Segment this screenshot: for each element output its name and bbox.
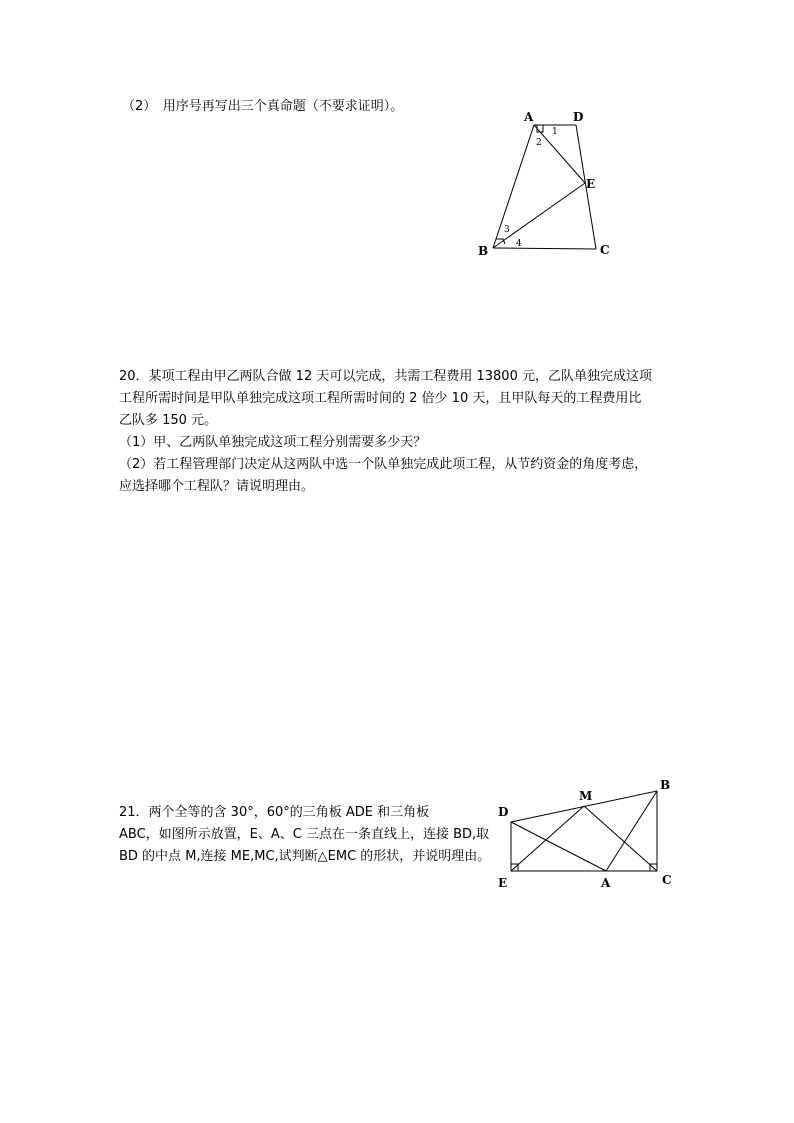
label-a: A [601, 876, 611, 890]
label-e: E [586, 177, 596, 191]
label-d: D [573, 110, 584, 124]
label-c: C [600, 243, 610, 257]
question-21-line: BD 的中点 M,连接 ME,MC,试判断△EMC 的形状，并说明理由。 [119, 849, 491, 864]
question-21-line: 21．两个全等的含 30°，60°的三角板 ADE 和三角板 [119, 805, 430, 820]
label-b: B [660, 778, 671, 792]
question-21-line: ABC，如图所示放置，E、A、C 三点在一条直线上，连接 BD,取 [119, 827, 490, 842]
label-e: E [498, 876, 508, 890]
label-m: M [579, 789, 593, 803]
angle-4-label: 4 [516, 239, 522, 249]
question-20-line: 20．某项工程由甲乙两队合做 12 天可以完成，共需工程费用 13800 元，乙队单独完成这项 [119, 369, 652, 384]
label-c: C [662, 873, 672, 887]
label-d: D [498, 805, 509, 819]
question-20-line: （1）甲、乙两队单独完成这项工程分别需要多少天？ [119, 435, 427, 450]
question-20-line: 应选择哪个工程队？请说明理由。 [119, 479, 315, 494]
question-20-line: 工程所需时间是甲队单独完成这项工程所需时间的 2 倍少 10 天，且甲队每天的工程费用比 [119, 391, 642, 406]
label-b: B [478, 244, 489, 258]
angle-2-label: 2 [536, 138, 542, 148]
segment-ba [606, 791, 657, 871]
angle-3-label: 3 [504, 225, 510, 235]
question-19-part2: （2） 用序号再写出三个真命题（不要求证明）。 [122, 99, 404, 114]
question-20-line: 乙队多 150 元。 [119, 413, 218, 428]
segment-mc [584, 806, 657, 871]
question-20-line: （2）若工程管理部门决定从这两队中选一个队单独完成此项工程，从节约资金的角度考虑， [119, 457, 648, 472]
angle-1-label: 1 [552, 127, 558, 137]
segment-me [511, 806, 584, 871]
label-a: A [524, 110, 534, 124]
